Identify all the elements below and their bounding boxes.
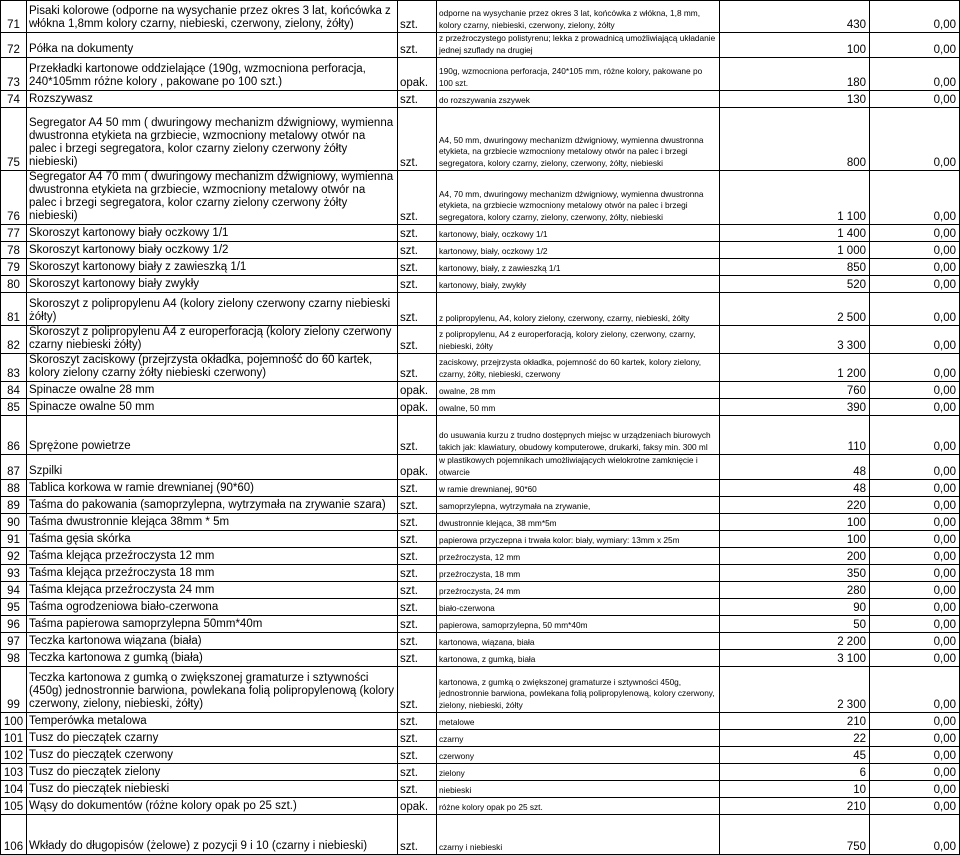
quantity: 390	[720, 399, 870, 416]
price: 0,00	[870, 455, 960, 480]
quantity: 2 500	[720, 293, 870, 326]
unit: szt.	[398, 326, 437, 354]
quantity: 760	[720, 382, 870, 399]
product-name: Taśma gęsia skórka	[27, 531, 398, 548]
product-description: różne kolory opak po 25 szt.	[437, 798, 720, 815]
unit: opak.	[398, 58, 437, 91]
table-row	[1, 91, 960, 108]
quantity: 50	[720, 616, 870, 633]
price: 0,00	[870, 650, 960, 667]
table-row	[1, 416, 960, 455]
unit: szt.	[398, 276, 437, 293]
row-number: 72	[1, 33, 27, 58]
product-name: Tusz do pieczątek niebieski	[27, 781, 398, 798]
unit: szt.	[398, 599, 437, 616]
price: 0,00	[870, 599, 960, 616]
table-row	[1, 58, 960, 91]
product-description: czarny	[437, 730, 720, 747]
table-row	[1, 764, 960, 781]
table-row	[1, 108, 960, 171]
unit: szt.	[398, 548, 437, 565]
product-name: Teczka kartonowa wiązana (biała)	[27, 633, 398, 650]
unit: szt.	[398, 171, 437, 225]
table-row	[1, 633, 960, 650]
price: 0,00	[870, 781, 960, 798]
table-row	[1, 354, 960, 382]
quantity: 90	[720, 599, 870, 616]
product-description: odporne na wysychanie przez okres 3 lat, końcówka z włókna, 1,8 mm, kolory czarny, niebieski, czerwony, zielony, żółty	[437, 1, 720, 33]
quantity: 220	[720, 497, 870, 514]
unit: opak.	[398, 455, 437, 480]
quantity: 210	[720, 713, 870, 730]
price: 0,00	[870, 616, 960, 633]
row-number: 96	[1, 616, 27, 633]
unit: szt.	[398, 354, 437, 382]
row-number: 88	[1, 480, 27, 497]
quantity: 48	[720, 455, 870, 480]
unit: szt.	[398, 225, 437, 242]
row-number: 84	[1, 382, 27, 399]
unit: szt.	[398, 1, 437, 33]
table-row	[1, 242, 960, 259]
price: 0,00	[870, 399, 960, 416]
row-number: 76	[1, 171, 27, 225]
table-row	[1, 565, 960, 582]
price: 0,00	[870, 531, 960, 548]
product-name: Skoroszyt kartonowy biały z zawieszką 1/1	[27, 259, 398, 276]
price: 0,00	[870, 713, 960, 730]
product-name: Temperówka metalowa	[27, 713, 398, 730]
unit: szt.	[398, 242, 437, 259]
quantity: 2 200	[720, 633, 870, 650]
table-row	[1, 582, 960, 599]
unit: szt.	[398, 747, 437, 764]
product-description: czerwony	[437, 747, 720, 764]
product-description: czarny i niebieski	[437, 815, 720, 855]
product-description: kartonowa, z gumką o zwiększonej gramaturze i sztywności 450g, jednostronnie barwiona, powlekana folią polipropylenową, kolory czerwony, zielony, niebieski, żółty	[437, 667, 720, 713]
price: 0,00	[870, 582, 960, 599]
product-name: Skoroszyt z polipropylenu A4 z europerforacją (kolory zielony czerwony czarny niebieski żółty)	[27, 326, 398, 354]
product-name: Taśma ogrodzeniowa biało-czerwona	[27, 599, 398, 616]
price: 0,00	[870, 225, 960, 242]
quantity: 110	[720, 416, 870, 455]
product-name: Skoroszyt z polipropylenu A4 (kolory zielony czerwony czarny niebieski żółty)	[27, 293, 398, 326]
table-row	[1, 713, 960, 730]
quantity: 1 400	[720, 225, 870, 242]
unit: szt.	[398, 91, 437, 108]
product-name: Taśma klejąca przeźroczysta 24 mm	[27, 582, 398, 599]
quantity: 430	[720, 1, 870, 33]
product-name: Tusz do pieczątek czerwony	[27, 747, 398, 764]
quantity: 750	[720, 815, 870, 855]
product-name: Taśma dwustronnie klejąca 38mm * 5m	[27, 514, 398, 531]
table-row	[1, 514, 960, 531]
product-name: Sprężone powietrze	[27, 416, 398, 455]
quantity: 850	[720, 259, 870, 276]
row-number: 73	[1, 58, 27, 91]
unit: opak.	[398, 399, 437, 416]
row-number: 100	[1, 713, 27, 730]
product-name: Teczka kartonowa z gumką (biała)	[27, 650, 398, 667]
unit: szt.	[398, 730, 437, 747]
product-name: Taśma klejąca przeźroczysta 12 mm	[27, 548, 398, 565]
product-description: 190g, wzmocniona perforacja, 240*105 mm, różne kolory, pakowane po 100 szt.	[437, 58, 720, 91]
table-row	[1, 616, 960, 633]
product-name: Wkłady do długopisów (żelowe) z pozycji 9 i 10 (czarny i niebieski)	[27, 815, 398, 855]
product-name: Segregator A4 70 mm ( dwuringowy mechanizm dźwigniowy, wymienna dwustronna etykieta na grzbiecie, wzmocniony metalowy otwór na palec i brzegi segregatora, kolor czarny zielony czerwony żółty niebieski)	[27, 171, 398, 225]
quantity: 130	[720, 91, 870, 108]
unit: szt.	[398, 582, 437, 599]
product-name: Skoroszyt kartonowy biały zwykły	[27, 276, 398, 293]
table-row	[1, 599, 960, 616]
product-description: przeźroczysta, 18 mm	[437, 565, 720, 582]
price: 0,00	[870, 293, 960, 326]
product-description: zaciskowy, przejrzysta okładka, pojemność do 60 kartek, kolory zielony, czarny, żółty, niebieski, czerwony	[437, 354, 720, 382]
product-name: Taśma klejąca przeźroczysta 18 mm	[27, 565, 398, 582]
table-row	[1, 171, 960, 225]
row-number: 93	[1, 565, 27, 582]
quantity: 6	[720, 764, 870, 781]
unit: szt.	[398, 565, 437, 582]
row-number: 103	[1, 764, 27, 781]
unit: szt.	[398, 815, 437, 855]
product-name: Wąsy do dokumentów (różne kolory opak po 25 szt.)	[27, 798, 398, 815]
table-row	[1, 293, 960, 326]
row-number: 92	[1, 548, 27, 565]
product-name: Półka na dokumenty	[27, 33, 398, 58]
table-row	[1, 259, 960, 276]
row-number: 87	[1, 455, 27, 480]
price: 0,00	[870, 1, 960, 33]
quantity: 22	[720, 730, 870, 747]
product-description: A4, 50 mm, dwuringowy mechanizm dźwigniowy, wymienna dwustronna etykieta, na grzbiecie wzmocniony metalowy otwór na palec i brzegi segregatora, kolory czarny, zielony, czerwony, żółty, niebieski	[437, 108, 720, 171]
quantity: 100	[720, 531, 870, 548]
price-table-body	[1, 1, 960, 855]
price: 0,00	[870, 764, 960, 781]
quantity: 1 000	[720, 242, 870, 259]
row-number: 74	[1, 91, 27, 108]
row-number: 99	[1, 667, 27, 713]
table-row	[1, 399, 960, 416]
price: 0,00	[870, 354, 960, 382]
price: 0,00	[870, 382, 960, 399]
product-description: metalowe	[437, 713, 720, 730]
quantity: 800	[720, 108, 870, 171]
row-number: 94	[1, 582, 27, 599]
product-description: kartonowy, biały, oczkowy 1/2	[437, 242, 720, 259]
quantity: 48	[720, 480, 870, 497]
table-row	[1, 667, 960, 713]
quantity: 10	[720, 781, 870, 798]
quantity: 280	[720, 582, 870, 599]
product-description: z przeźroczystego polistyrenu; lekka z prowadnicą umożliwiającą układanie jednej szuflady na drugiej	[437, 33, 720, 58]
price: 0,00	[870, 565, 960, 582]
product-name: Rozszywasz	[27, 91, 398, 108]
table-row	[1, 1, 960, 33]
row-number: 77	[1, 225, 27, 242]
product-description: A4, 70 mm, dwuringowy mechanizm dźwigniowy, wymienna dwustronna etykieta, na grzbiecie wzmocniony metalowy otwór na palec i brzegi segregatora, kolory czarny, zielony, czerwony, żółty, niebieski	[437, 171, 720, 225]
product-name: Skoroszyt kartonowy biały oczkowy 1/1	[27, 225, 398, 242]
product-description: w plastikowych pojemnikach umożliwiających wielokrotne zamknięcie i otwarcie	[437, 455, 720, 480]
price: 0,00	[870, 815, 960, 855]
unit: szt.	[398, 531, 437, 548]
product-description: owalne, 28 mm	[437, 382, 720, 399]
unit: szt.	[398, 764, 437, 781]
unit: szt.	[398, 480, 437, 497]
quantity: 1 200	[720, 354, 870, 382]
product-name: Teczka kartonowa z gumką o zwiększonej gramaturze i sztywności (450g) jednostronnie barwiona, powlekana folią polipropylenową (kolory czerwony, zielony, niebieski, żółty)	[27, 667, 398, 713]
row-number: 95	[1, 599, 27, 616]
unit: szt.	[398, 108, 437, 171]
table-row	[1, 326, 960, 354]
quantity: 350	[720, 565, 870, 582]
quantity: 520	[720, 276, 870, 293]
row-number: 89	[1, 497, 27, 514]
product-description: kartonowa, wiązana, biała	[437, 633, 720, 650]
table-row	[1, 497, 960, 514]
table-row	[1, 747, 960, 764]
quantity: 3 300	[720, 326, 870, 354]
table-row	[1, 455, 960, 480]
row-number: 106	[1, 815, 27, 855]
row-number: 102	[1, 747, 27, 764]
product-description: kartonowa, z gumką, biała	[437, 650, 720, 667]
price: 0,00	[870, 171, 960, 225]
quantity: 100	[720, 33, 870, 58]
product-description: papierowa, samoprzylepna, 50 mm*40m	[437, 616, 720, 633]
product-description: do usuwania kurzu z trudno dostępnych miejsc w urządzeniach biurowych takich jak: klawiatury, obudowy komputerowe, drukarki, faksy min. 300 ml	[437, 416, 720, 455]
product-description: kartonowy, biały, oczkowy 1/1	[437, 225, 720, 242]
product-description: papierowa przyczepna i trwała kolor: biały, wymiary: 13mm x 25m	[437, 531, 720, 548]
row-number: 83	[1, 354, 27, 382]
product-description: z polipropylenu, A4, kolory zielony, czerwony, czarny, niebieski, żółty	[437, 293, 720, 326]
price: 0,00	[870, 667, 960, 713]
unit: szt.	[398, 616, 437, 633]
product-name: Taśma papierowa samoprzylepna 50mm*40m	[27, 616, 398, 633]
table-row	[1, 781, 960, 798]
product-name: Skoroszyt kartonowy biały oczkowy 1/2	[27, 242, 398, 259]
quantity: 210	[720, 798, 870, 815]
row-number: 101	[1, 730, 27, 747]
row-number: 86	[1, 416, 27, 455]
product-description: przeźroczysta, 12 mm	[437, 548, 720, 565]
table-row	[1, 225, 960, 242]
product-description: do rozszywania zszywek	[437, 91, 720, 108]
table-row	[1, 480, 960, 497]
price: 0,00	[870, 514, 960, 531]
row-number: 71	[1, 1, 27, 33]
unit: szt.	[398, 497, 437, 514]
price: 0,00	[870, 730, 960, 747]
unit: szt.	[398, 667, 437, 713]
price: 0,00	[870, 259, 960, 276]
table-row	[1, 531, 960, 548]
row-number: 104	[1, 781, 27, 798]
table-row	[1, 548, 960, 565]
quantity: 100	[720, 514, 870, 531]
price: 0,00	[870, 480, 960, 497]
unit: opak.	[398, 382, 437, 399]
product-description: kartonowy, biały, zwykły	[437, 276, 720, 293]
unit: szt.	[398, 259, 437, 276]
quantity: 3 100	[720, 650, 870, 667]
table-row	[1, 730, 960, 747]
row-number: 75	[1, 108, 27, 171]
price: 0,00	[870, 747, 960, 764]
row-number: 98	[1, 650, 27, 667]
unit: szt.	[398, 514, 437, 531]
product-name: Spinacze owalne 28 mm	[27, 382, 398, 399]
unit: opak.	[398, 798, 437, 815]
product-description: niebieski	[437, 781, 720, 798]
row-number: 85	[1, 399, 27, 416]
price: 0,00	[870, 497, 960, 514]
row-number: 79	[1, 259, 27, 276]
row-number: 81	[1, 293, 27, 326]
product-description: biało-czerwona	[437, 599, 720, 616]
quantity: 200	[720, 548, 870, 565]
table-row	[1, 382, 960, 399]
table-row	[1, 798, 960, 815]
row-number: 82	[1, 326, 27, 354]
product-name: Przekładki kartonowe oddzielające (190g, wzmocniona perforacja, 240*105mm różne kolory , pakowane po 100 szt.)	[27, 58, 398, 91]
price: 0,00	[870, 91, 960, 108]
product-name: Taśma do pakowania (samoprzylepna, wytrzymała na zrywanie szara)	[27, 497, 398, 514]
price: 0,00	[870, 326, 960, 354]
product-description: przeźroczysta, 24 mm	[437, 582, 720, 599]
quantity: 2 300	[720, 667, 870, 713]
table-row	[1, 33, 960, 58]
unit: szt.	[398, 416, 437, 455]
row-number: 97	[1, 633, 27, 650]
product-name: Spinacze owalne 50 mm	[27, 399, 398, 416]
product-description: owalne, 50 mm	[437, 399, 720, 416]
row-number: 105	[1, 798, 27, 815]
product-description: dwustronnie klejąca, 38 mm*5m	[437, 514, 720, 531]
price: 0,00	[870, 33, 960, 58]
price: 0,00	[870, 633, 960, 650]
price: 0,00	[870, 108, 960, 171]
quantity: 1 100	[720, 171, 870, 225]
row-number: 78	[1, 242, 27, 259]
product-name: Skoroszyt zaciskowy (przejrzysta okładka, pojemność do 60 kartek, kolory zielony czarny żółty niebieski czerwony)	[27, 354, 398, 382]
unit: szt.	[398, 633, 437, 650]
unit: szt.	[398, 713, 437, 730]
price: 0,00	[870, 798, 960, 815]
unit: szt.	[398, 650, 437, 667]
table-row	[1, 650, 960, 667]
product-name: Pisaki kolorowe (odporne na wysychanie przez okres 3 lat, końcówka z włókna 1,8mm kolory czarny, niebieski, czerwony, zielony, żółty)	[27, 1, 398, 33]
product-name: Tusz do pieczątek zielony	[27, 764, 398, 781]
price: 0,00	[870, 276, 960, 293]
row-number: 91	[1, 531, 27, 548]
unit: szt.	[398, 781, 437, 798]
product-name: Tablica korkowa w ramie drewnianej (90*60)	[27, 480, 398, 497]
row-number: 80	[1, 276, 27, 293]
product-name: Szpilki	[27, 455, 398, 480]
quantity: 45	[720, 747, 870, 764]
product-description: z polipropylenu, A4 z europerforacją, kolory zielony, czerwony, czarny, niebieski, żółty	[437, 326, 720, 354]
price: 0,00	[870, 58, 960, 91]
product-description: zielony	[437, 764, 720, 781]
product-description: samoprzylepna, wytrzymała na zrywanie,	[437, 497, 720, 514]
product-name: Tusz do pieczątek czarny	[27, 730, 398, 747]
table-row	[1, 276, 960, 293]
unit: szt.	[398, 293, 437, 326]
product-name: Segregator A4 50 mm ( dwuringowy mechanizm dźwigniowy, wymienna dwustronna etykieta na grzbiecie, wzmocniony metalowy otwór na palec i brzegi segregatora, kolor czarny zielony czerwony żółty niebieski)	[27, 108, 398, 171]
unit: szt.	[398, 33, 437, 58]
product-description: w ramie drewnianej, 90*60	[437, 480, 720, 497]
row-number: 90	[1, 514, 27, 531]
price: 0,00	[870, 242, 960, 259]
product-description: kartonowy, biały, z zawieszką 1/1	[437, 259, 720, 276]
price: 0,00	[870, 548, 960, 565]
quantity: 180	[720, 58, 870, 91]
price: 0,00	[870, 416, 960, 455]
table-row	[1, 815, 960, 855]
